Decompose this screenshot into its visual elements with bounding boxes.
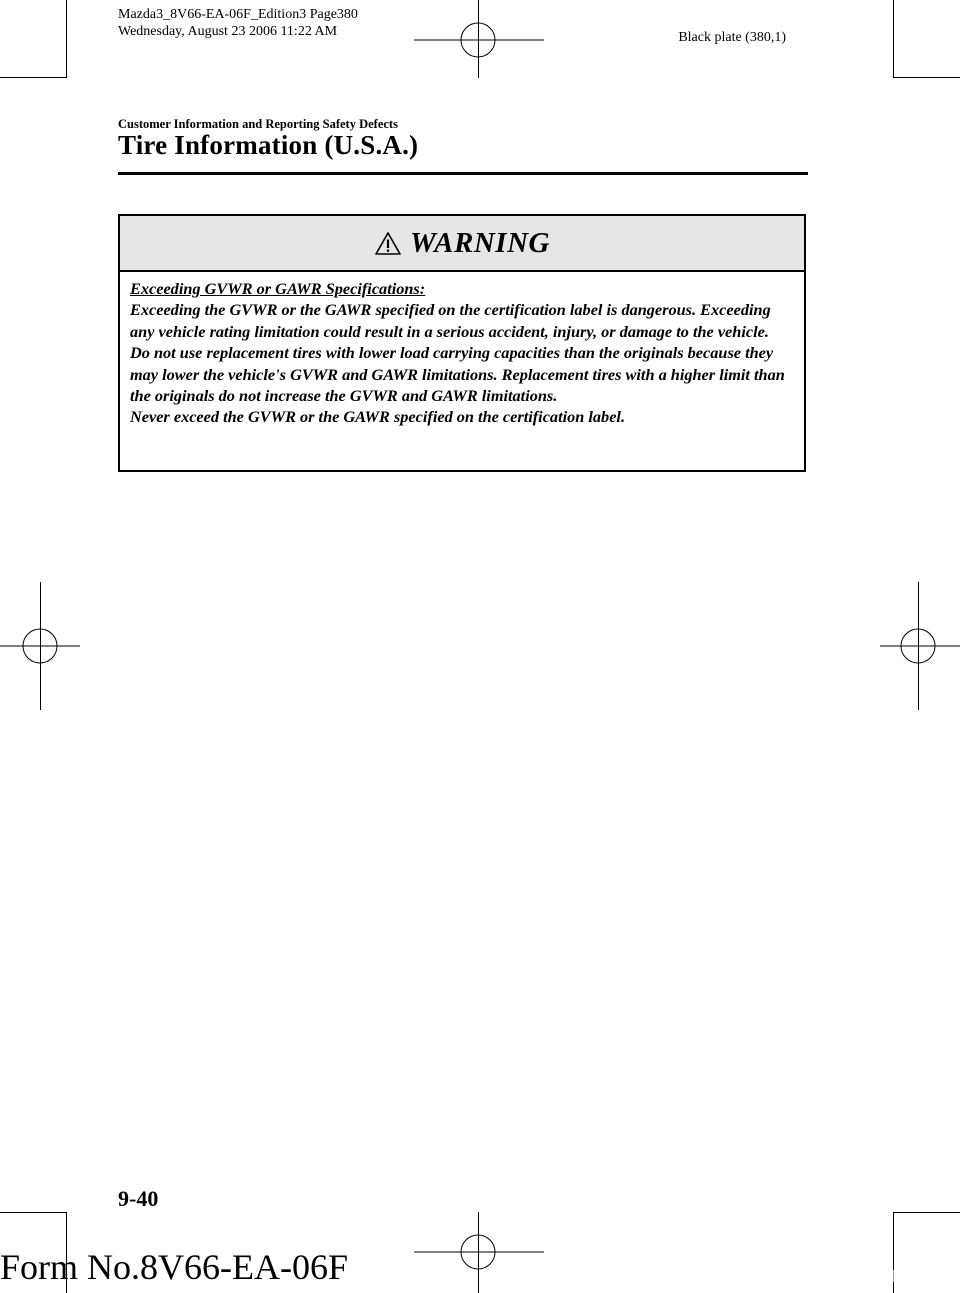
page-title: Tire Information (U.S.A.) — [118, 130, 419, 160]
print-slug-date: Wednesday, August 23 2006 11:22 AM — [118, 24, 338, 39]
crop-mark — [893, 0, 894, 78]
crop-mark — [894, 1212, 960, 1213]
crop-mark — [0, 77, 66, 78]
registration-mark-icon — [0, 582, 80, 710]
warning-paragraph: Never exceed the GVWR or the GAWR specified on the certification label. — [130, 407, 626, 427]
warning-body — [120, 272, 804, 428]
plate-info: Black plate (380,1) — [678, 30, 786, 45]
print-slug — [118, 6, 358, 40]
crop-mark — [894, 77, 960, 78]
crop-mark — [0, 1212, 66, 1213]
warning-header — [120, 216, 804, 272]
registration-mark-icon — [414, 1212, 544, 1293]
warning-paragraph: Do not use replacement tires with lower load carrying capacities than the originals because they may lower the vehicle's GVWR and GAWR limitations. Replacement tires with a higher limit than the originals do not increase the GVWR and GAWR limitations. — [130, 343, 785, 406]
warning-box — [118, 214, 806, 472]
warning-triangle-icon — [374, 231, 402, 256]
title-rule — [118, 172, 808, 175]
page-number: 9-40 — [118, 1186, 159, 1211]
watermark: carmanualsonline.info — [739, 1262, 960, 1287]
warning-paragraph: Exceeding the GVWR or the GAWR specified on the certification label is dangerous. Exceeding any vehicle rating limitation could result in a serious accident, injury, or damage to the vehicle. — [130, 300, 771, 341]
print-slug-file: Mazda3_8V66-EA-06F_Edition3 Page380 — [118, 7, 358, 22]
crop-mark — [66, 0, 67, 78]
registration-mark-icon — [880, 582, 960, 710]
warning-heading: Exceeding GVWR or GAWR Specifications: — [130, 279, 426, 298]
registration-mark-icon — [414, 0, 544, 78]
warning-title: WARNING — [410, 226, 550, 259]
form-number: Form No.8V66-EA-06F — [0, 1247, 348, 1287]
section-label: Customer Information and Reporting Safety Defects — [118, 117, 398, 131]
